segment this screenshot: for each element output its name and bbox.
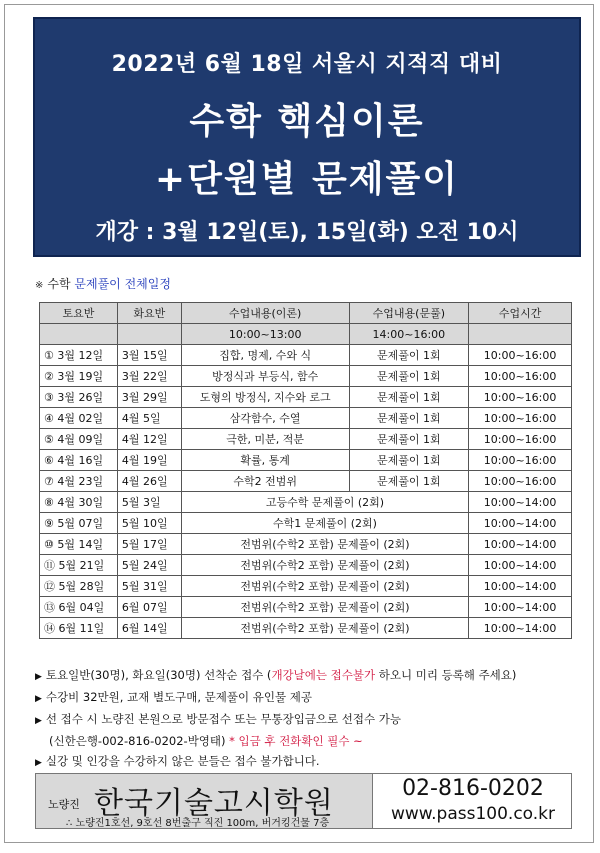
note-text: 하오니 미리 등록해 주세요) <box>375 668 517 682</box>
saturday-date: ⑭ 6월 11일 <box>40 618 118 639</box>
table-row <box>40 555 572 576</box>
saturday-date: ⑬ 6월 04일 <box>40 597 118 618</box>
note-warning: * 입금 후 전화확인 필수 ~ <box>229 734 363 748</box>
tuesday-date: 4월 5일 <box>117 408 181 429</box>
triangle-bullet-icon: ▶ <box>35 758 42 768</box>
subheader-blank <box>469 324 572 345</box>
class-time: 10:00~14:00 <box>469 534 572 555</box>
practice-content: 문제풀이 1회 <box>349 387 469 408</box>
notes-section <box>35 665 580 773</box>
website-link[interactable]: www.pass100.co.kr <box>390 804 555 824</box>
class-time: 10:00~16:00 <box>469 366 572 387</box>
flyer-page <box>4 4 594 843</box>
banner-title-2: +단원별 문제풀이 <box>154 159 460 200</box>
address-text: ∴ 노량진1호선, 9호선 8번출구 직진 100m, 버거킹건물 7층 <box>66 818 330 829</box>
academy-panel <box>36 774 372 828</box>
saturday-date: ⑦ 4월 23일 <box>40 471 118 492</box>
table-row <box>40 576 572 597</box>
table-row <box>40 471 572 492</box>
practice-content: 문제풀이 1회 <box>349 471 469 492</box>
header-saturday: 토요반 <box>40 303 118 324</box>
class-time: 10:00~14:00 <box>469 597 572 618</box>
class-time: 10:00~14:00 <box>469 555 572 576</box>
tuesday-date: 4월 19일 <box>117 450 181 471</box>
banner-opening-date: 개강 : 3월 12일(토), 15일(화) 오전 10시 <box>95 220 519 245</box>
schedule-body <box>40 345 572 639</box>
note-item <box>35 709 580 731</box>
practice-content: 문제풀이 1회 <box>349 366 469 387</box>
saturday-date: ⑨ 5월 07일 <box>40 513 118 534</box>
note-item <box>35 731 580 751</box>
tuesday-date: 5월 24일 <box>117 555 181 576</box>
class-time: 10:00~16:00 <box>469 471 572 492</box>
tuesday-date: 6월 14일 <box>117 618 181 639</box>
class-time: 10:00~16:00 <box>469 450 572 471</box>
lesson-content: 전범위(수학2 포함) 문제풀이 (2회) <box>181 576 468 597</box>
note-text: 실강 및 인강을 수강하지 않은 분들은 접수 불가합니다. <box>45 754 320 768</box>
tuesday-date: 5월 3일 <box>117 492 181 513</box>
note-item <box>35 751 580 773</box>
section-title: 문제풀이 전체일정 <box>74 277 171 291</box>
table-row <box>40 450 572 471</box>
subheader-blank <box>40 324 118 345</box>
saturday-date: ⑪ 5월 21일 <box>40 555 118 576</box>
table-row <box>40 597 572 618</box>
theory-content: 극한, 미분, 적분 <box>181 429 349 450</box>
theory-content: 도형의 방정식, 지수와 로그 <box>181 387 349 408</box>
tuesday-date: 4월 26일 <box>117 471 181 492</box>
table-row <box>40 429 572 450</box>
triangle-bullet-icon: ▶ <box>35 694 42 704</box>
header-practice: 수업내용(문풀) <box>349 303 469 324</box>
header-time: 수업시간 <box>469 303 572 324</box>
table-row <box>40 618 572 639</box>
saturday-date: ⑩ 5월 14일 <box>40 534 118 555</box>
theory-content: 확률, 통계 <box>181 450 349 471</box>
theory-content: 집합, 명제, 수와 식 <box>181 345 349 366</box>
class-time: 10:00~16:00 <box>469 429 572 450</box>
lesson-content: 전범위(수학2 포함) 문제풀이 (2회) <box>181 618 468 639</box>
section-heading <box>35 275 171 292</box>
note-warning: 개강날에는 접수불가 <box>271 668 376 682</box>
table-row <box>40 366 572 387</box>
saturday-date: ① 3월 12일 <box>40 345 118 366</box>
note-item <box>35 687 580 709</box>
note-text: (신한은행-002-816-0202-박영태) <box>49 734 230 748</box>
phone-number: 02-816-0202 <box>402 776 544 801</box>
lesson-content: 수학1 문제풀이 (2회) <box>181 513 468 534</box>
note-text: 토요일반(30명), 화요일(30명) 선착순 접수 ( <box>45 668 272 682</box>
note-text: 선 접수 시 노량진 본원으로 방문접수 또는 무통장입금으로 선접수 가능 <box>45 712 401 726</box>
saturday-date: ② 3월 19일 <box>40 366 118 387</box>
theory-content: 삼각함수, 수열 <box>181 408 349 429</box>
note-text: 수강비 32만원, 교재 별도구매, 문제풀이 유인물 제공 <box>45 690 312 704</box>
tuesday-date: 5월 10일 <box>117 513 181 534</box>
class-time: 10:00~14:00 <box>469 492 572 513</box>
theory-content: 방정식과 부등식, 함수 <box>181 366 349 387</box>
location-label: 노량진 <box>48 798 80 811</box>
tuesday-date: 3월 29일 <box>117 387 181 408</box>
note-item <box>35 665 580 687</box>
saturday-date: ⑫ 5월 28일 <box>40 576 118 597</box>
table-row <box>40 492 572 513</box>
theory-content: 수학2 전범위 <box>181 471 349 492</box>
header-theory: 수업내용(이론) <box>181 303 349 324</box>
triangle-bullet-icon: ▶ <box>35 672 42 682</box>
table-row <box>40 408 572 429</box>
tuesday-date: 5월 31일 <box>117 576 181 597</box>
section-prefix: 수학 <box>47 277 71 291</box>
practice-content: 문제풀이 1회 <box>349 429 469 450</box>
contact-panel <box>372 774 573 828</box>
tuesday-date: 3월 22일 <box>117 366 181 387</box>
table-row <box>40 534 572 555</box>
lesson-content: 전범위(수학2 포함) 문제풀이 (2회) <box>181 555 468 576</box>
theory-time: 10:00~13:00 <box>181 324 349 345</box>
banner-subtitle: 2022년 6월 18일 서울시 지적직 대비 <box>111 52 503 77</box>
table-row <box>40 387 572 408</box>
class-time: 10:00~14:00 <box>469 618 572 639</box>
class-time: 10:00~14:00 <box>469 513 572 534</box>
table-header-row <box>40 303 572 324</box>
practice-content: 문제풀이 1회 <box>349 345 469 366</box>
footer-box <box>35 773 572 829</box>
saturday-date: ⑤ 4월 09일 <box>40 429 118 450</box>
table-row <box>40 345 572 366</box>
tuesday-date: 3월 15일 <box>117 345 181 366</box>
saturday-date: ⑧ 4월 30일 <box>40 492 118 513</box>
practice-content: 문제풀이 1회 <box>349 450 469 471</box>
tuesday-date: 4월 12일 <box>117 429 181 450</box>
lesson-content: 고등수학 문제풀이 (2회) <box>181 492 468 513</box>
lesson-content: 전범위(수학2 포함) 문제풀이 (2회) <box>181 597 468 618</box>
schedule-table <box>39 302 572 639</box>
class-time: 10:00~16:00 <box>469 387 572 408</box>
practice-time: 14:00~16:00 <box>349 324 469 345</box>
academy-name: 한국기술고시학원 <box>94 786 334 821</box>
class-time: 10:00~16:00 <box>469 345 572 366</box>
lesson-content: 전범위(수학2 포함) 문제풀이 (2회) <box>181 534 468 555</box>
class-time: 10:00~14:00 <box>469 576 572 597</box>
practice-content: 문제풀이 1회 <box>349 408 469 429</box>
title-banner <box>33 17 581 257</box>
saturday-date: ④ 4월 02일 <box>40 408 118 429</box>
class-time: 10:00~16:00 <box>469 408 572 429</box>
table-subheader-row <box>40 324 572 345</box>
table-row <box>40 513 572 534</box>
tuesday-date: 5월 17일 <box>117 534 181 555</box>
banner-title: 수학 핵심이론 <box>189 101 425 142</box>
subheader-blank <box>117 324 181 345</box>
header-tuesday: 화요반 <box>117 303 181 324</box>
tuesday-date: 6월 07일 <box>117 597 181 618</box>
saturday-date: ③ 3월 26일 <box>40 387 118 408</box>
triangle-bullet-icon: ▶ <box>35 716 42 726</box>
saturday-date: ⑥ 4월 16일 <box>40 450 118 471</box>
reference-mark-icon: ※ <box>35 280 44 291</box>
